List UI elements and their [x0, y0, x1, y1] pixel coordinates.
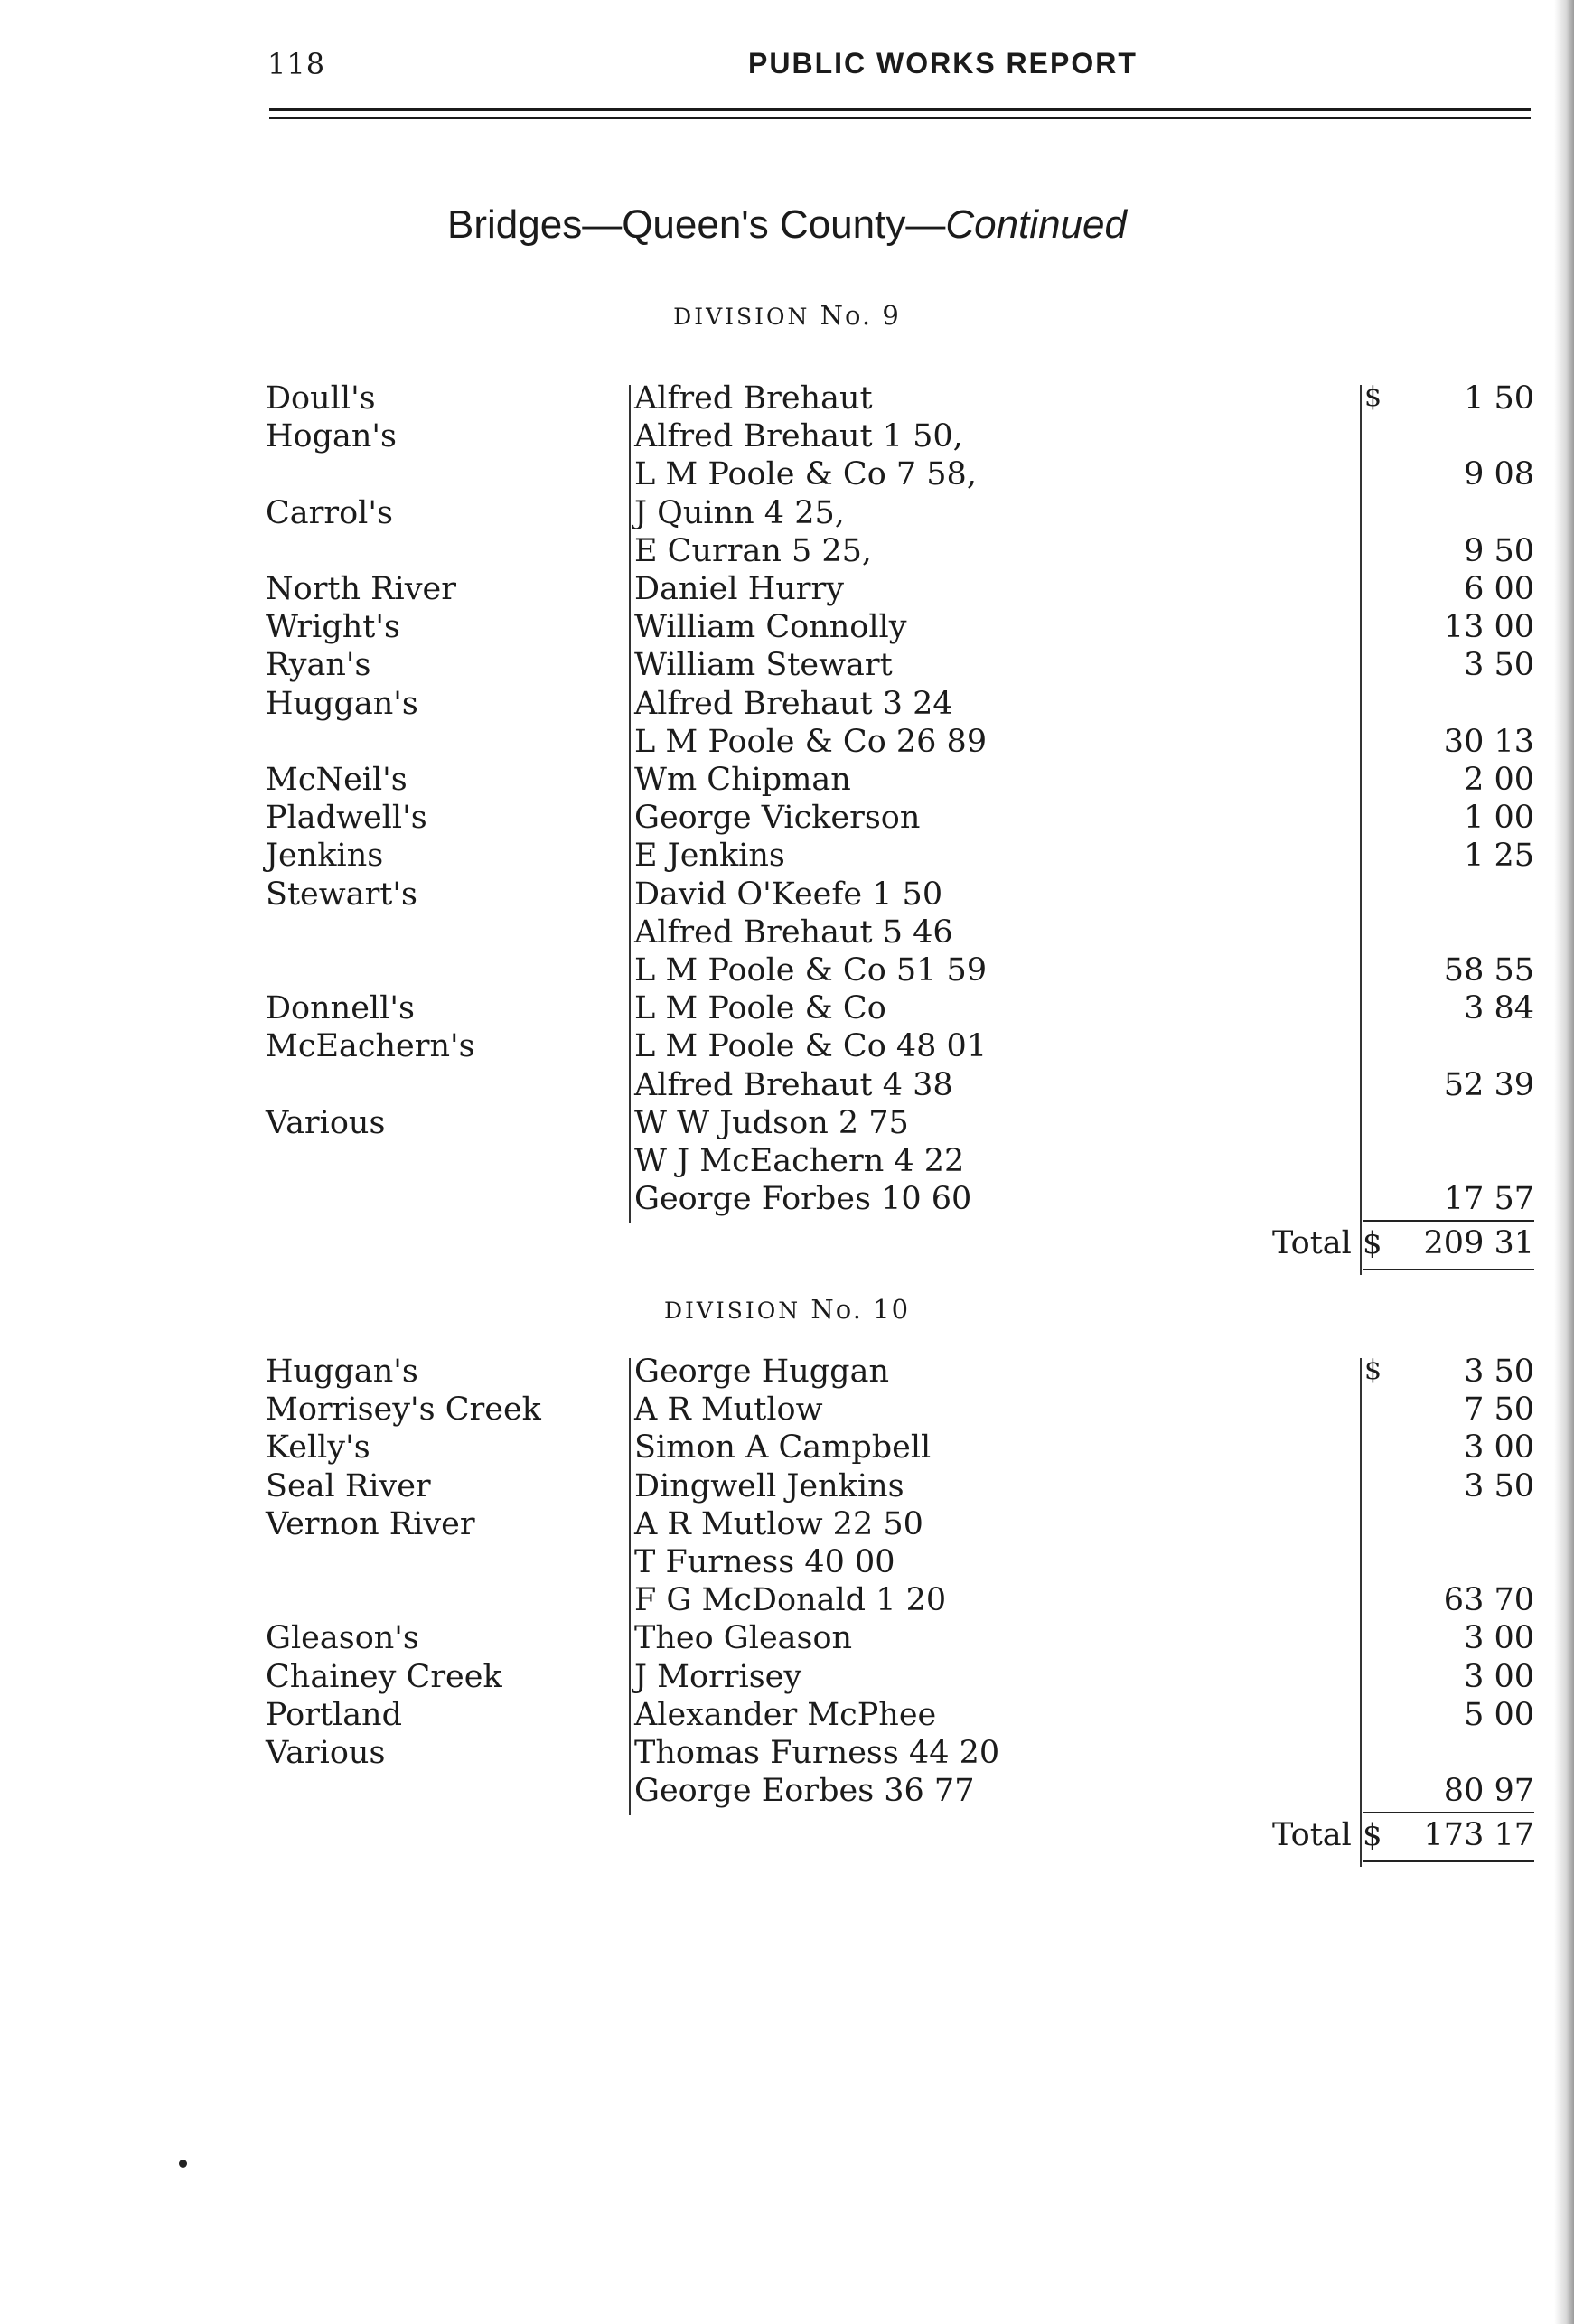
amount-value: 3 00 [1464, 1658, 1534, 1695]
bridge-name: Jenkins [266, 838, 384, 875]
table-row [0, 1467, 1574, 1505]
table-row [0, 914, 1574, 951]
bridge-name: Hogan's [266, 418, 397, 455]
payee-entry: Alfred Brehaut 5 46 [634, 914, 953, 951]
amount-value: 1 00 [1464, 800, 1534, 837]
payee-entry: George Eorbes 36 77 [634, 1773, 975, 1810]
bridge-name: Gleason's [266, 1620, 419, 1657]
payee-entry: L M Poole & Co 26 89 [634, 723, 988, 760]
division-9-heading [0, 300, 1574, 331]
table-row [0, 1104, 1574, 1142]
payee-entry: W W Judson 2 75 [634, 1104, 909, 1141]
payee-entry: Daniel Hurry [634, 571, 844, 607]
payee-entry: Wm Chipman [634, 762, 851, 798]
payee-entry: Thomas Furness 44 20 [634, 1735, 1000, 1771]
payee-entry: L M Poole & Co [634, 990, 886, 1027]
bridge-name: Stewart's [266, 876, 417, 913]
stray-dot [179, 2160, 187, 2168]
bridge-name: Wright's [266, 609, 400, 646]
table-row [0, 1391, 1574, 1429]
table-row [0, 532, 1574, 570]
amount-value: 9 50 [1464, 532, 1534, 569]
amount-value: 80 97 [1443, 1773, 1534, 1810]
amount-value: 3 50 [1464, 647, 1534, 684]
bridge-name: Vernon River [266, 1505, 475, 1542]
table-row [0, 723, 1574, 761]
header-rule-thick [269, 108, 1531, 111]
division9-total-amount: 209 31 [1423, 1225, 1534, 1262]
payee-entry: L M Poole & Co 48 01 [634, 1028, 988, 1065]
table-row [0, 1543, 1574, 1581]
table-row [0, 761, 1574, 799]
amount-value: 5 00 [1464, 1696, 1534, 1733]
division-10-label: DIVISION [663, 1298, 801, 1324]
payee-entry: J Quinn 4 25, [634, 494, 845, 531]
bridge-name: Kelly's [266, 1429, 370, 1467]
amount-value: 3 50 [1464, 1467, 1534, 1504]
amount-value: 3 00 [1464, 1620, 1534, 1657]
bridge-name: Portland [266, 1696, 403, 1733]
payee-entry: L M Poole & Co 51 59 [634, 952, 988, 989]
amount-value: 30 13 [1443, 723, 1534, 760]
amount-value: 13 00 [1443, 609, 1534, 646]
payee-entry: Alexander McPhee [634, 1696, 937, 1733]
payee-entry: T Furness 40 00 [634, 1544, 895, 1580]
page-edge-shadow [1554, 0, 1574, 2324]
amount-value: 7 50 [1464, 1392, 1534, 1429]
division10-total-amount: 173 17 [1423, 1817, 1534, 1854]
table-row [0, 455, 1574, 493]
bridge-name: Huggan's [266, 1354, 418, 1390]
bridge-name: Doull's [266, 380, 376, 417]
bridge-name: Pladwell's [266, 800, 427, 837]
page-title [0, 202, 1574, 248]
amount-value: 52 39 [1443, 1066, 1534, 1103]
division-9-label: DIVISION [673, 304, 810, 330]
payee-entry: Simon A Campbell [634, 1429, 932, 1467]
table-row [0, 1027, 1574, 1065]
payee-entry: E Curran 5 25, [634, 532, 873, 569]
amount-value: 1 50 [1464, 380, 1534, 417]
table-row [0, 876, 1574, 914]
table-row [0, 1581, 1574, 1619]
bridge-name: McNeil's [266, 762, 408, 798]
division9-total-label: Total [1272, 1225, 1352, 1262]
bridge-name: McEachern's [266, 1028, 475, 1065]
title-main: Bridges—Queen's County— [447, 202, 946, 247]
page-number: 118 [267, 47, 326, 81]
payee-entry: Alfred Brehaut 3 24 [634, 685, 953, 722]
payee-entry: Alfred Brehaut [634, 380, 873, 417]
table-row [0, 951, 1574, 989]
payee-entry: George Huggan [634, 1354, 889, 1390]
amount-value: 2 00 [1464, 762, 1534, 798]
division9-total-dollar: $ [1363, 1225, 1382, 1262]
table-row [0, 494, 1574, 532]
amount-value: 3 50 [1464, 1354, 1534, 1390]
table-row [0, 1353, 1574, 1391]
table-row [0, 989, 1574, 1027]
bridge-name: Morrisey's Creek [266, 1392, 541, 1429]
payee-entry: W J McEachern 4 22 [634, 1143, 965, 1179]
table-row [0, 570, 1574, 608]
payee-entry: F G McDonald 1 20 [634, 1582, 947, 1619]
payee-entry: Alfred Brehaut 1 50, [634, 418, 963, 455]
division10-total-label: Total [1272, 1817, 1352, 1854]
amount-value: 63 70 [1443, 1582, 1534, 1619]
payee-entry: E Jenkins [634, 838, 785, 875]
payee-entry: A R Mutlow [634, 1392, 823, 1429]
division10-total-dollar: $ [1363, 1817, 1382, 1854]
table-row [0, 799, 1574, 837]
payee-entry: Dingwell Jenkins [634, 1467, 904, 1504]
header-rule-thin [269, 117, 1531, 119]
division9-dollar-sign: $ [1364, 381, 1382, 413]
running-head: PUBLIC WORKS REPORT [748, 47, 1138, 80]
table-row [0, 1429, 1574, 1467]
amount-value: 9 08 [1464, 456, 1534, 493]
bridge-name: Carrol's [266, 494, 393, 531]
table-row [0, 608, 1574, 646]
bridge-name: North River [266, 571, 456, 607]
payee-entry: A R Mutlow 22 50 [634, 1505, 923, 1542]
bridge-name: Donnell's [266, 990, 415, 1027]
table-row [0, 1658, 1574, 1696]
amount-value: 3 84 [1464, 990, 1534, 1027]
table-row [0, 837, 1574, 875]
table-row [0, 646, 1574, 684]
payee-entry: Alfred Brehaut 4 38 [634, 1066, 953, 1103]
table-row [0, 1142, 1574, 1180]
table-row [0, 1619, 1574, 1657]
table-row [0, 685, 1574, 723]
payee-entry: J Morrisey [634, 1658, 802, 1695]
table-row [0, 1066, 1574, 1104]
table-row [0, 1505, 1574, 1543]
division-10-number: No. 10 [810, 1294, 911, 1325]
bridge-name: Huggan's [266, 685, 418, 722]
payee-entry: William Stewart [634, 647, 893, 684]
payee-entry: William Connolly [634, 609, 907, 646]
amount-value: 6 00 [1464, 571, 1534, 607]
table-row [0, 1180, 1574, 1218]
table-row [0, 1734, 1574, 1772]
payee-entry: George Vickerson [634, 800, 921, 837]
amount-value: 1 25 [1464, 838, 1534, 875]
table-row [0, 380, 1574, 417]
bridge-name: Seal River [266, 1467, 431, 1504]
table-row [0, 1772, 1574, 1810]
division10-dollar-sign: $ [1364, 1354, 1382, 1386]
bridge-name: Various [266, 1735, 386, 1771]
division10-total-rule [1363, 1860, 1534, 1862]
payee-entry: George Forbes 10 60 [634, 1181, 972, 1218]
amount-value: 58 55 [1443, 952, 1534, 989]
amount-value: 3 00 [1464, 1429, 1534, 1467]
table-row [0, 417, 1574, 455]
payee-entry: David O'Keefe 1 50 [634, 876, 943, 913]
division10-subtotal-rule [1363, 1812, 1534, 1813]
division9-total-rule [1363, 1269, 1534, 1270]
amount-value: 17 57 [1443, 1181, 1534, 1218]
bridge-name: Various [266, 1104, 386, 1141]
payee-entry: Theo Gleason [634, 1620, 853, 1657]
title-continued: Continued [945, 202, 1127, 247]
table-row [0, 1696, 1574, 1734]
bridge-name: Ryan's [266, 647, 371, 684]
bridge-name: Chainey Creek [266, 1658, 502, 1695]
payee-entry: L M Poole & Co 7 58, [634, 456, 977, 493]
division-10-heading [0, 1294, 1574, 1325]
division9-subtotal-rule [1363, 1220, 1534, 1222]
division-9-number: No. 9 [820, 300, 901, 331]
